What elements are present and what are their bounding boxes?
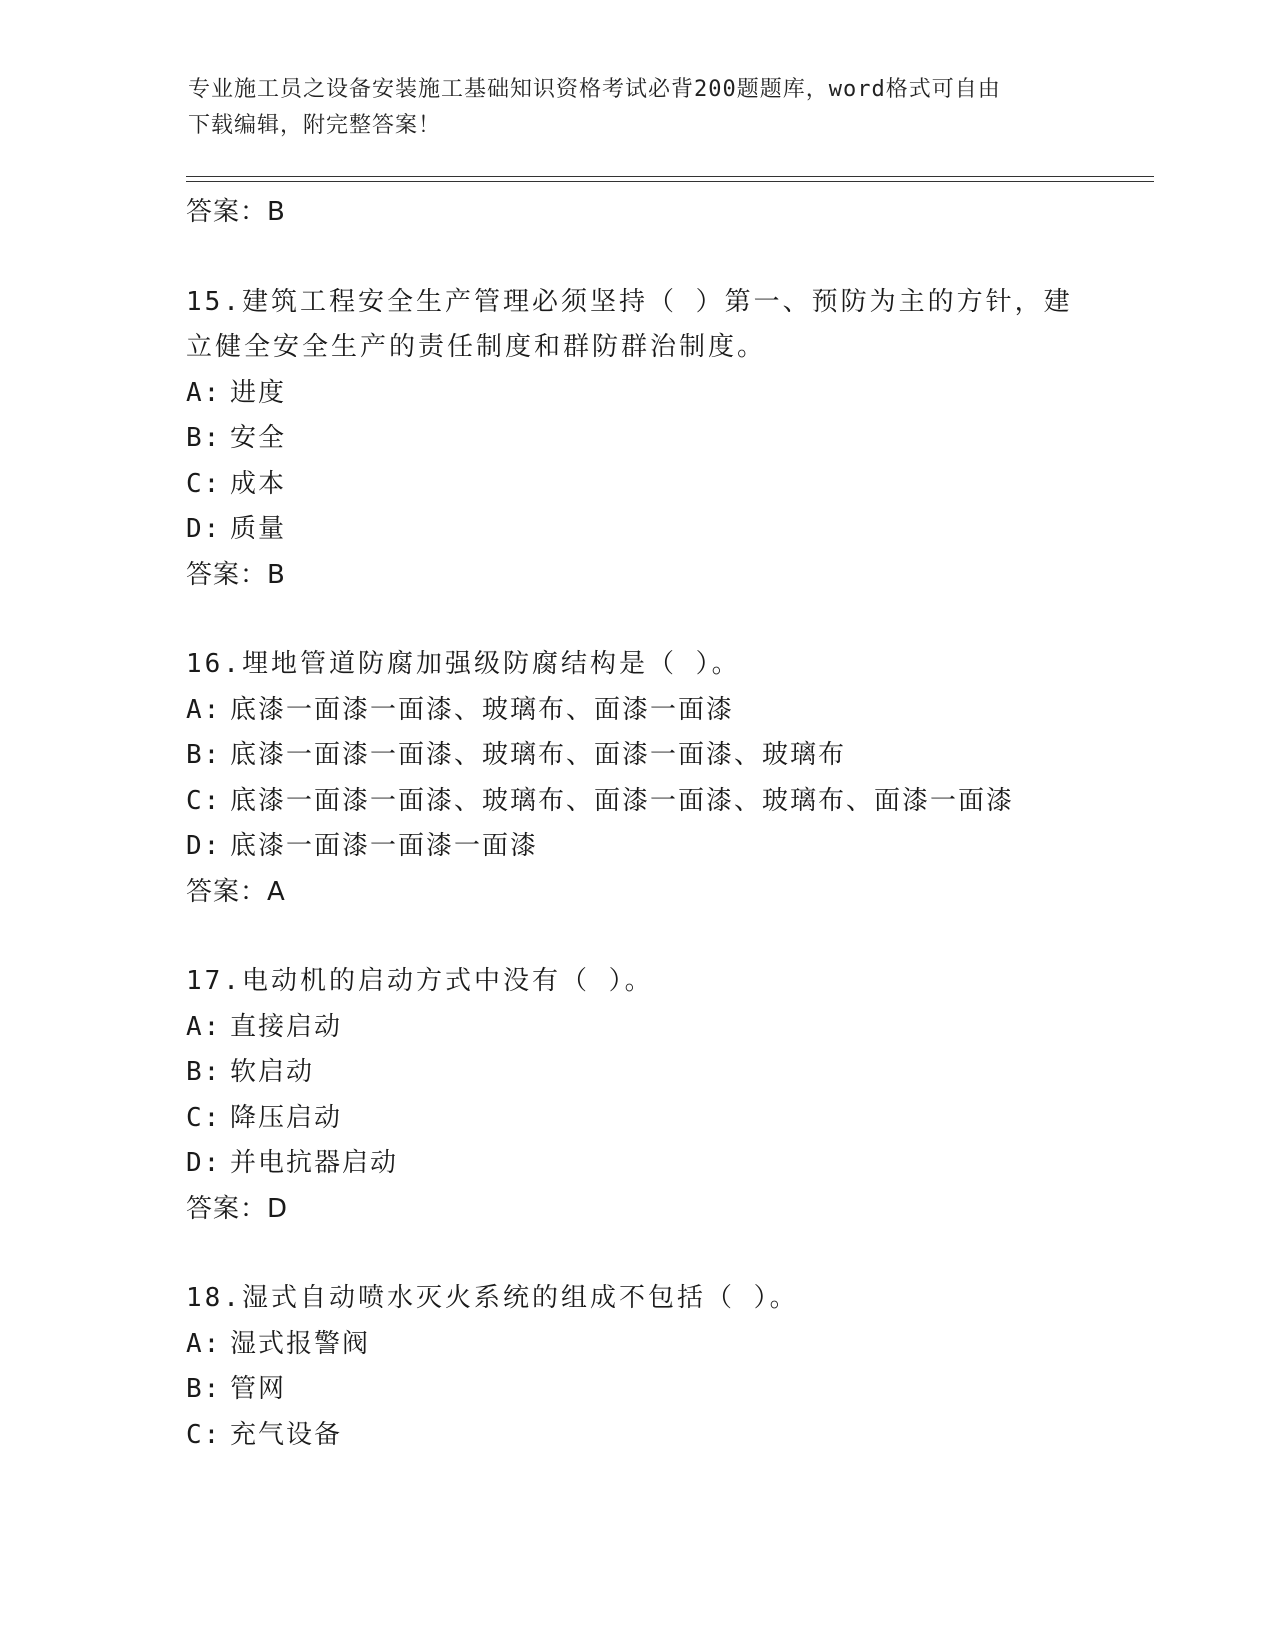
option-text: 降压启动 bbox=[230, 1102, 343, 1133]
option-text: 并电抗器启动 bbox=[230, 1148, 399, 1178]
answer-line: 答案：B bbox=[186, 197, 286, 227]
option-text: 充气设备 bbox=[230, 1419, 343, 1450]
option-a bbox=[186, 1322, 1086, 1368]
option-letter: B: bbox=[186, 1374, 222, 1404]
document-header bbox=[188, 72, 1068, 144]
question-stem: 15.建筑工程安全生产管理必须坚持（ ）第一、预防为主的方针，建 bbox=[186, 286, 1073, 317]
option-a bbox=[186, 371, 1086, 417]
option-d bbox=[186, 507, 1086, 553]
question-stem: 16.埋地管道防腐加强级防腐结构是（ ）。 bbox=[186, 649, 741, 679]
question-block bbox=[186, 1276, 1086, 1458]
answer-line: 答案：D bbox=[186, 1193, 289, 1224]
option-c bbox=[186, 1413, 1086, 1459]
option-b bbox=[186, 1050, 1086, 1096]
option-letter: D: bbox=[186, 831, 222, 861]
question-stem: 18.湿式自动喷水灭火系统的组成不包括（ ）。 bbox=[186, 1283, 799, 1313]
option-text: 软启动 bbox=[230, 1057, 315, 1087]
header-line-1: 专业施工员之设备安装施工基础知识资格考试必背200题题库，word格式可自由 bbox=[188, 77, 1001, 102]
option-letter: A: bbox=[186, 694, 222, 725]
option-text: 成本 bbox=[230, 468, 287, 499]
option-d bbox=[186, 824, 1086, 870]
option-b bbox=[186, 1367, 1086, 1413]
option-text: 底漆一面漆一面漆、玻璃布、面漆一面漆、玻璃布 bbox=[230, 740, 847, 770]
option-letter: A: bbox=[186, 377, 222, 408]
question-stem: 17.电动机的启动方式中没有（ ）。 bbox=[186, 966, 654, 996]
option-d bbox=[186, 1141, 1086, 1187]
header-divider-bottom bbox=[186, 181, 1154, 182]
option-text: 进度 bbox=[230, 377, 287, 408]
option-letter: C: bbox=[186, 785, 222, 816]
option-c bbox=[186, 779, 1086, 825]
option-text: 管网 bbox=[230, 1374, 287, 1404]
option-text: 底漆一面漆一面漆一面漆 bbox=[230, 831, 539, 861]
option-letter: B: bbox=[186, 423, 222, 453]
option-letter: A: bbox=[186, 1011, 222, 1042]
question-block bbox=[186, 959, 1086, 1232]
header-divider-top bbox=[186, 176, 1154, 177]
option-a bbox=[186, 1005, 1086, 1051]
option-letter: D: bbox=[186, 1148, 222, 1178]
option-letter: B: bbox=[186, 1057, 222, 1087]
option-text: 安全 bbox=[230, 423, 287, 453]
option-letter: C: bbox=[186, 1102, 222, 1133]
option-text: 湿式报警阀 bbox=[230, 1328, 371, 1359]
option-c bbox=[186, 462, 1086, 508]
option-letter: D: bbox=[186, 514, 222, 544]
option-text: 底漆一面漆一面漆、玻璃布、面漆一面漆、玻璃布、面漆一面漆 bbox=[230, 785, 1015, 816]
option-text: 底漆一面漆一面漆、玻璃布、面漆一面漆 bbox=[230, 694, 735, 725]
option-b bbox=[186, 733, 1086, 779]
option-letter: A: bbox=[186, 1328, 222, 1359]
question-list bbox=[186, 190, 1086, 1458]
answer-line: 答案：B bbox=[186, 559, 286, 590]
answer-line: 答案：A bbox=[186, 876, 286, 907]
option-text: 质量 bbox=[230, 514, 287, 544]
option-b bbox=[186, 416, 1086, 462]
question-stem-continued: 立健全安全生产的责任制度和群防群治制度。 bbox=[186, 332, 767, 362]
question-block bbox=[186, 280, 1086, 599]
option-letter: C: bbox=[186, 1419, 222, 1450]
option-c bbox=[186, 1096, 1086, 1142]
option-letter: B: bbox=[186, 740, 222, 770]
question-block bbox=[186, 642, 1086, 915]
option-a bbox=[186, 688, 1086, 734]
option-text: 直接启动 bbox=[230, 1011, 343, 1042]
header-line-2: 下载编辑，附完整答案！ bbox=[188, 113, 442, 138]
option-letter: C: bbox=[186, 468, 222, 499]
